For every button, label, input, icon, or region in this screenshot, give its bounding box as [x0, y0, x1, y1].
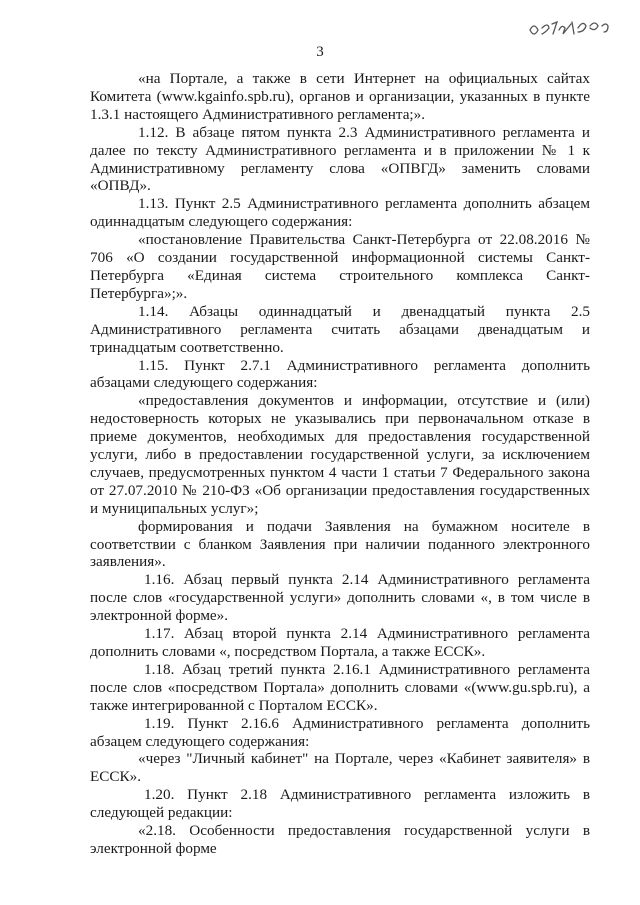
paragraph: 1.18. Абзац третий пункта 2.16.1 Административного регламента после слов «посредством Портала» дополнить словами «(www.gu.spb.ru), а также интегрированной с Порталом ЕССК».	[90, 660, 590, 714]
page-number: 3	[316, 44, 324, 60]
paragraph: 1.14. Абзацы одиннадцатый и двенадцатый пункта 2.5 Административного регламента считать абзацами двенадцатым и тринадцатым соответственно.	[90, 302, 590, 356]
paragraph: 1.17. Абзац второй пункта 2.14 Административного регламента дополнить словами «, посредством Портала, а также ЕССК».	[90, 625, 590, 660]
paragraph: 1.12. В абзаце пятом пункта 2.3 Административного регламента и далее по тексту Административного регламента и в приложении № 1 к Административному регламенту слова «ОПВГД» заменить словами «ОПВД».	[90, 123, 590, 195]
paragraph: 1.13. Пункт 2.5 Административного регламента дополнить абзацем одиннадцатым следующего содержания:	[90, 195, 590, 231]
paragraph: «на Портале, а также в сети Интернет на официальных сайтах Комитета (www.kgainfo.spb.ru), органов и организации, указанных в пункте 1.3.1 настоящего Административного регламента;».	[90, 70, 590, 123]
paragraph: «через "Личный кабинет" на Портале, через «Кабинет заявителя» в ЕССК».	[90, 750, 590, 786]
paragraph: 1.15. Пункт 2.7.1 Административного регламента дополнить абзацами следующего содержания:	[90, 356, 590, 392]
paragraph: «постановление Правительства Санкт-Петербурга от 22.08.2016 № 706 «О создании государственной информационной системы Санкт-Петербурга «Единая система строительного комплекса Санкт-Петербурга»;».	[90, 231, 590, 302]
paragraph: «предоставления документов и информации, отсутствие и (или) недостоверность которых не указывались при первоначальном отказе в приеме документов, необходимых для предоставления государственной услуги, либо в предоставлении государственной услуги, за исключением случаев, предусмотренных пунктом 4 части 1 статьи 7 Федерального закона от 27.07.2010 № 210-ФЗ «Об организации предоставления государственных и муниципальных услуг»;	[90, 392, 590, 517]
paragraph: 1.19. Пункт 2.16.6 Административного регламента дополнить абзацем следующего содержания:	[90, 714, 590, 750]
paragraph: 1.20. Пункт 2.18 Административного регламента изложить в следующей редакции:	[90, 786, 590, 822]
paragraph: формирования и подачи Заявления на бумажном носителе в соответствии с бланком Заявления при наличии поданного электронного заявления».	[90, 517, 590, 571]
paragraph: 1.16. Абзац первый пункта 2.14 Административного регламента после слов «государственной услуги» дополнить словами «, в том числе в электронной форме».	[90, 571, 590, 625]
paragraph: «2.18. Особенности предоставления государственной услуги в электронной форме	[90, 822, 590, 857]
document-body	[90, 70, 590, 858]
handwritten-mark	[526, 16, 616, 40]
